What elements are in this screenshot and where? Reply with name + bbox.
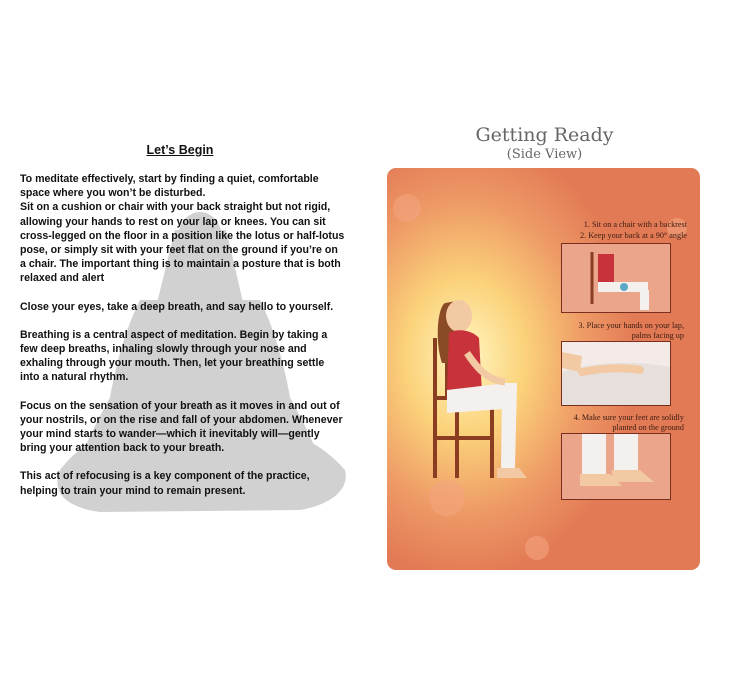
paragraph-1b: Sit on a cushion or chair with your back straight but not rigid, allowing your hands to rest on your lap or knees. You can sit cross-legged on the floor in a position like the lotus or half-lotus pose, or simply sit with your feet flat on the ground if you’re on a chair. The important thing is to maintain a posture that is both relaxed and alert bbox=[20, 201, 345, 285]
posture-illustration-card bbox=[387, 168, 700, 570]
paragraph-2: Close your eyes, take a deep breath, and say hello to yourself. bbox=[20, 300, 334, 313]
illustration-subtitle: (Side View) bbox=[506, 147, 583, 162]
step-4-text-line2: planted on the ground bbox=[612, 423, 684, 432]
paragraph-1a: To meditate effectively, start by finding a quiet, comfortable space where you won’t be disturbed. bbox=[20, 173, 319, 200]
step-1-text: 1. Sit on a chair with a backrest bbox=[583, 220, 687, 229]
step-4-text-line1: 4. Make sure your feet are solidly bbox=[573, 413, 684, 422]
paragraph-5: This act of refocusing is a key component of the practice, helping to train your mind to remain present. bbox=[20, 470, 310, 497]
instructions-text bbox=[20, 172, 345, 512]
paragraph-4: Focus on the sensation of your breath as it moves in and out of your nostrils, or on the rise and fall of your abdomen. Whenever your mind starts to wander—which it inevitably will—gently bring your attention back to your breath. bbox=[20, 399, 343, 455]
page-heading: Let’s Begin bbox=[146, 143, 214, 157]
illustration-title: Getting Ready bbox=[475, 124, 614, 146]
step-3-text-line1: 3. Place your hands on your lap, bbox=[578, 321, 684, 330]
hands-on-lap-thumbnail bbox=[561, 341, 671, 406]
back-angle-thumbnail bbox=[561, 243, 671, 313]
step-3-text-line2: palms facing up bbox=[631, 331, 684, 340]
paragraph-3: Breathing is a central aspect of meditation. Begin by taking a few deep breaths, inhaling slowly through your nose and exhaling through your mouth. Then, let your breathing settle into a natural rhythm. bbox=[20, 328, 328, 384]
feet-on-ground-thumbnail bbox=[561, 433, 671, 500]
step-2-text: 2. Keep your back at a 90° angle bbox=[580, 231, 687, 240]
